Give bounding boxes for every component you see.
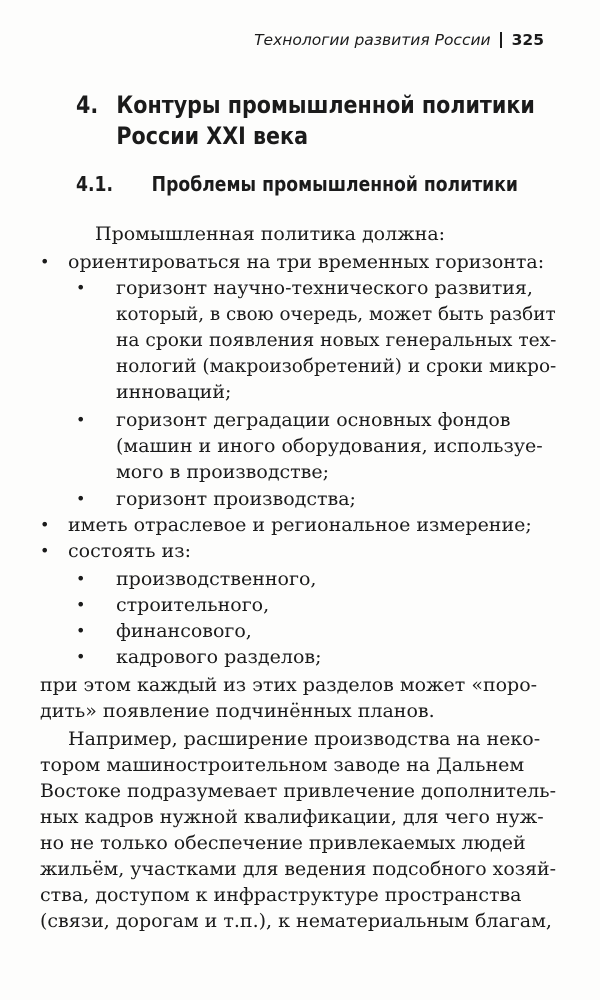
text-line: нологий (макроизобретений) и сроки микро- (116, 355, 557, 377)
text-line: но не только обеспечение привлекаемых людей (40, 832, 526, 854)
bullet-marker: • (40, 252, 50, 271)
text-line: на сроки появления новых генеральных тех- (116, 329, 557, 351)
bullet-marker: • (76, 595, 86, 614)
text-line: ства, доступом к инфраструктуре пространства (40, 884, 522, 906)
list-item: ориентироваться на три временных горизонта: (68, 251, 545, 273)
list-item: состоять из: (68, 540, 191, 562)
text-line: который, в свою очередь, может быть разбит (116, 303, 556, 325)
list-item: иметь отраслевое и региональное измерение; (68, 514, 532, 536)
section-title: Проблемы промышленной политики (151, 172, 518, 196)
text-line: ных кадров нужной квалификации, для чего нуж- (40, 806, 544, 828)
list-item: кадрового разделов; (116, 646, 322, 668)
bullet-marker: • (76, 278, 86, 297)
section-number: 4.1. (76, 172, 114, 196)
list-item: производственного, (116, 568, 317, 590)
bullet-marker: • (76, 489, 86, 508)
bullet-marker: • (76, 647, 86, 666)
section-heading (76, 171, 518, 197)
text-line: (машин и иного оборудования, используе- (116, 435, 543, 457)
text-line: дить» появление подчинённых планов. (40, 700, 435, 722)
chapter-heading (76, 90, 535, 152)
running-head-separator (500, 32, 502, 48)
text-line: Промышленная политика должна: (95, 223, 446, 245)
bullet-marker: • (76, 410, 86, 429)
bullet-marker: • (40, 541, 50, 560)
text-line: тором машиностроительном заводе на Дальнем (40, 754, 525, 776)
page-number: 325 (511, 31, 544, 49)
text-line: Например, расширение производства на неко- (68, 728, 541, 750)
text-line: мого в производстве; (116, 461, 330, 483)
list-item: финансового, (116, 620, 252, 642)
chapter-title-line-2: России XXI века (116, 122, 308, 150)
list-item: горизонт производства; (116, 488, 356, 510)
text-line: инноваций; (116, 381, 232, 403)
chapter-title-line-1: Контуры промышленной политики (116, 91, 535, 119)
bullet-marker: • (76, 569, 86, 588)
text-line: при этом каждый из этих разделов может «поро- (40, 674, 538, 696)
list-item: строительного, (116, 594, 270, 616)
text-line: Востоке подразумевает привлечение дополнитель- (40, 780, 557, 802)
chapter-number: 4. (76, 91, 99, 119)
text-line: жильём, участками для ведения подсобного хозяй- (40, 858, 557, 880)
bullet-marker: • (40, 515, 50, 534)
bullet-marker: • (76, 621, 86, 640)
list-item: горизонт научно-технического развития, (116, 277, 533, 299)
list-item: горизонт деградации основных фондов (116, 409, 511, 431)
running-head-title: Технологии развития России (254, 31, 491, 49)
text-line: (связи, дорогам и т.п.), к нематериальным благам, (40, 910, 552, 932)
running-head (254, 30, 544, 50)
